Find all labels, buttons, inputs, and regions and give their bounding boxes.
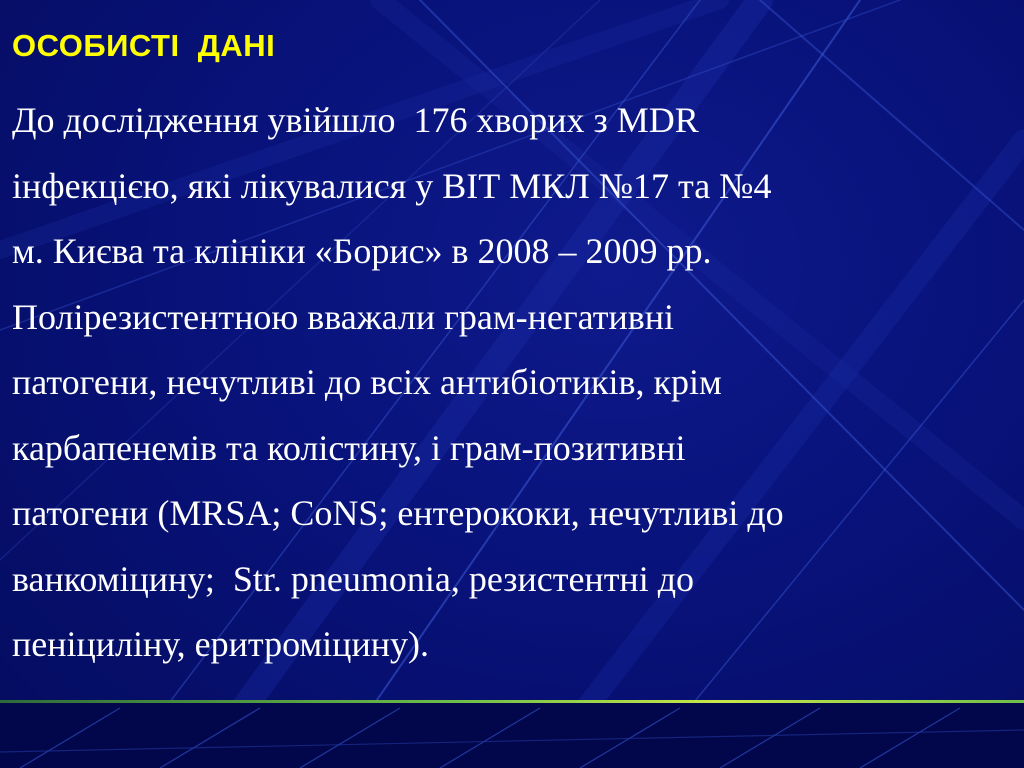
body-line: Полірезистентною вважали грам-негативні	[12, 296, 674, 337]
body-line: ванкоміцину; Str. pneumonia, резистентні до	[12, 558, 695, 599]
body-line: патогени (MRSA; CoNS; ентерококи, нечутливі до	[12, 493, 784, 533]
body-line: пеніциліну, еритроміцину).	[12, 624, 429, 664]
body-line: патогени, нечутливі до всіх антибіотиків, крім	[12, 362, 722, 402]
body-line: карбапенемів та колістину, і грам-позитивні	[12, 427, 686, 468]
slide-body	[12, 88, 1017, 678]
body-line: м. Києва та клініки «Борис» в 2008 – 2009 рр.	[12, 231, 712, 271]
body-line: До дослідження увійшло 176 хворих з MDR	[12, 100, 699, 140]
body-line: інфекцією, які лікувалися у ВІТ МКЛ №17 та №4	[12, 165, 772, 206]
slide-title: ОСОБИСТІ ДАНІ	[12, 28, 276, 63]
